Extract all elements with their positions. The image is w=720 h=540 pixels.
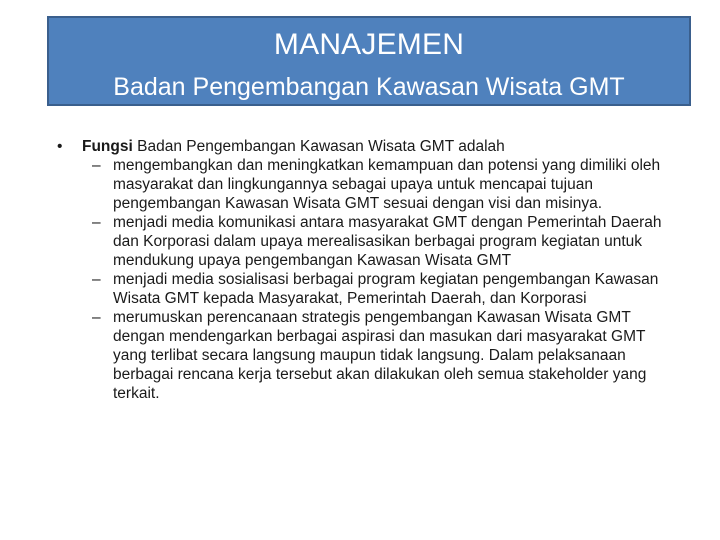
title-banner [47,16,691,106]
bullet-bold-text: Fungsi [82,138,133,155]
list-item [52,213,692,270]
slide-subtitle: Badan Pengembangan Kawasan Wisata GMT [113,73,625,101]
list-item [52,308,692,403]
list-item [52,156,692,213]
bullet-icon: • [57,138,63,155]
list-item-text: merumuskan perencanaan strategis pengembangan Kawasan Wisata GMT dengan mendengarkan berbagai aspirasi dan masukan dari masyarakat GMT yang terlibat secara langsung maupun tidak langsung. Dalam pelaksanaan berbagai rencana kerja tersebut akan dilakukan oleh semua stakeholder yang terkait. [113,309,647,402]
dash-icon: – [92,271,101,288]
bullet-text: Badan Pengembangan Kawasan Wisata GMT adalah [132,138,505,155]
list-item-text: mengembangkan dan meningkatkan kemampuan dan potensi yang dimiliki oleh masyarakat dan lingkungannya sebagai upaya untuk mencapai tujuan pengembangan Kawasan Wisata GMT sesuai dengan visi dan misinya. [113,157,661,212]
main-bullet [52,137,692,156]
dash-icon: – [92,309,101,326]
list-item [52,270,692,308]
list-item-text: menjadi media komunikasi antara masyarakat GMT dengan Pemerintah Daerah dan Korporasi dalam upaya merealisasikan berbagai program kegiatan untuk mendukung upaya pengembangan Kawasan Wisata GMT [113,214,662,269]
dash-icon: – [92,214,101,231]
sub-list [52,156,692,403]
list-item-text: menjadi media sosialisasi berbagai program kegiatan pengembangan Kawasan Wisata GMT kepada Masyarakat, Pemerintah Daerah, dan Korporasi [113,271,659,307]
slide-content [52,137,692,403]
slide-title: MANAJEMEN [273,28,465,61]
dash-icon: – [92,157,101,174]
